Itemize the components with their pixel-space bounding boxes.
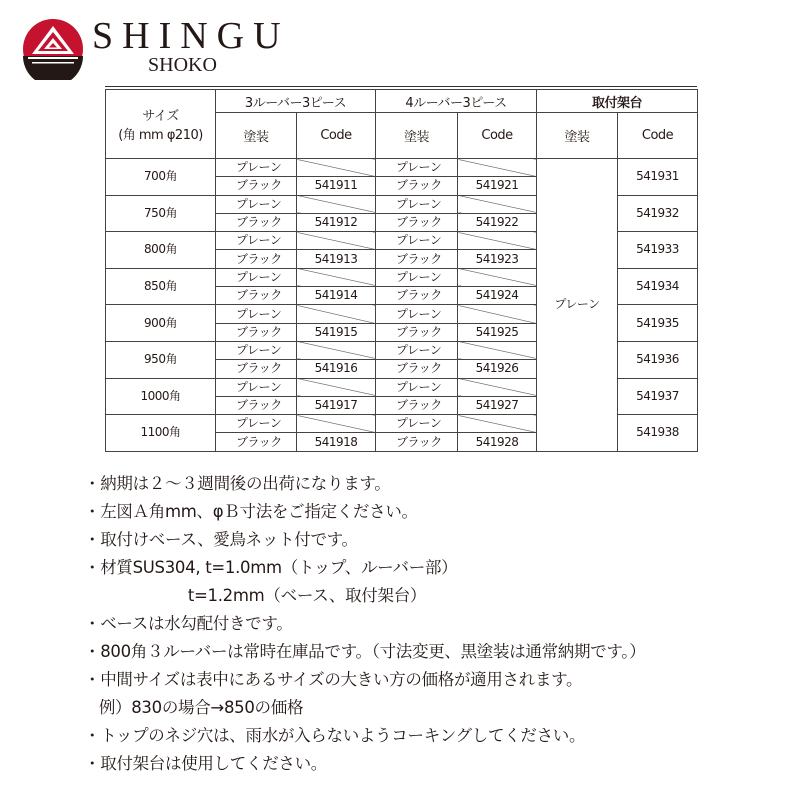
size-cell: 900角 xyxy=(106,305,216,342)
mount-code-cell: 541932 xyxy=(618,195,698,232)
paint-plain: プレーン xyxy=(376,305,458,323)
code-empty xyxy=(458,232,537,250)
note-item: ・納期は２～３週間後の出荷になります。 xyxy=(84,474,391,493)
code-empty xyxy=(297,415,376,433)
size-cell: 850角 xyxy=(106,268,216,305)
note-item: ・トップのネジ穴は、雨水が入らないようコーキングしてください。 xyxy=(84,726,586,745)
shingu-logo xyxy=(22,18,84,80)
code-4-louver: 541924 xyxy=(458,287,537,305)
code-empty xyxy=(297,232,376,250)
group-header-4-louver: 4ルーバー3ピース xyxy=(376,90,537,113)
paint-plain: プレーン xyxy=(376,341,458,359)
code-empty xyxy=(458,415,537,433)
paint-plain: プレーン xyxy=(376,378,458,396)
note-item: ・左図Ａ角mm、φＢ寸法をご指定ください。 xyxy=(84,502,418,521)
size-cell: 800角 xyxy=(106,232,216,269)
size-cell: 700角 xyxy=(106,159,216,196)
code-3-louver: 541916 xyxy=(297,360,376,378)
code-3-louver: 541917 xyxy=(297,396,376,414)
brand-sub: SHOKO xyxy=(148,54,217,76)
code-empty xyxy=(297,341,376,359)
code-3-louver: 541913 xyxy=(297,250,376,268)
code-empty xyxy=(297,195,376,213)
notes-list xyxy=(84,470,645,778)
paint-black: ブラック xyxy=(376,287,458,305)
code-3-louver: 541912 xyxy=(297,213,376,231)
paint-header: 塗装 xyxy=(376,113,458,159)
paint-black: ブラック xyxy=(376,433,458,451)
table-row xyxy=(106,159,698,177)
paint-black: ブラック xyxy=(216,360,297,378)
mount-code-cell: 541935 xyxy=(618,305,698,342)
paint-plain: プレーン xyxy=(216,268,297,286)
code-3-louver: 541914 xyxy=(297,287,376,305)
paint-plain: プレーン xyxy=(216,305,297,323)
code-empty xyxy=(458,159,537,177)
note-item: t=1.2mm（ベース、取付架台） xyxy=(84,586,427,605)
paint-plain: プレーン xyxy=(376,268,458,286)
note-item: ・材質SUS304, t=1.0mm（トップ、ルーバー部） xyxy=(84,558,458,577)
paint-black: ブラック xyxy=(216,213,297,231)
code-empty xyxy=(458,341,537,359)
mount-code-cell: 541933 xyxy=(618,232,698,269)
code-empty xyxy=(458,195,537,213)
size-cell: 750角 xyxy=(106,195,216,232)
mount-code-cell: 541936 xyxy=(618,341,698,378)
paint-black: ブラック xyxy=(216,287,297,305)
paint-black: ブラック xyxy=(376,177,458,195)
code-header: Code xyxy=(458,113,537,159)
code-3-louver: 541918 xyxy=(297,433,376,451)
paint-plain: プレーン xyxy=(216,415,297,433)
paint-plain: プレーン xyxy=(376,232,458,250)
paint-header: 塗装 xyxy=(216,113,297,159)
code-4-louver: 541928 xyxy=(458,433,537,451)
mount-code-cell: 541938 xyxy=(618,415,698,452)
mount-code-cell: 541934 xyxy=(618,268,698,305)
note-item: ・800角３ルーバーは常時在庫品です。（寸法変更、黒塗装は通常納期です。） xyxy=(84,642,646,661)
paint-plain: プレーン xyxy=(216,341,297,359)
paint-plain: プレーン xyxy=(216,378,297,396)
mount-paint-cell: プレーン xyxy=(537,159,618,452)
paint-black: ブラック xyxy=(376,213,458,231)
product-table xyxy=(105,89,698,452)
mount-code-cell: 541937 xyxy=(618,378,698,415)
code-3-louver: 541915 xyxy=(297,323,376,341)
table-body xyxy=(106,159,698,452)
code-4-louver: 541925 xyxy=(458,323,537,341)
paint-plain: プレーン xyxy=(376,195,458,213)
paint-plain: プレーン xyxy=(376,159,458,177)
code-header: Code xyxy=(297,113,376,159)
code-4-louver: 541921 xyxy=(458,177,537,195)
paint-black: ブラック xyxy=(216,250,297,268)
paint-plain: プレーン xyxy=(216,195,297,213)
group-header-3-louver: 3ルーバー3ピース xyxy=(216,90,376,113)
code-empty xyxy=(458,378,537,396)
paint-black: ブラック xyxy=(216,177,297,195)
size-cell: 1000角 xyxy=(106,378,216,415)
code-empty xyxy=(458,305,537,323)
size-cell: 1100角 xyxy=(106,415,216,452)
code-4-louver: 541922 xyxy=(458,213,537,231)
paint-black: ブラック xyxy=(376,396,458,414)
code-4-louver: 541927 xyxy=(458,396,537,414)
note-item: ・取付けベース、愛鳥ネット付です。 xyxy=(84,530,358,549)
code-3-louver: 541911 xyxy=(297,177,376,195)
code-empty xyxy=(297,378,376,396)
note-item: ・ベースは水勾配付きです。 xyxy=(84,614,293,633)
code-empty xyxy=(297,305,376,323)
paint-black: ブラック xyxy=(216,323,297,341)
paint-plain: プレーン xyxy=(376,415,458,433)
size-cell: 950角 xyxy=(106,341,216,378)
paint-plain: プレーン xyxy=(216,232,297,250)
paint-plain: プレーン xyxy=(216,159,297,177)
note-item: ・中間サイズは表中にあるサイズの大きい方の価格が適用されます。 xyxy=(84,670,583,689)
paint-header: 塗装 xyxy=(537,113,618,159)
paint-black: ブラック xyxy=(376,360,458,378)
code-empty xyxy=(297,159,376,177)
paint-black: ブラック xyxy=(376,323,458,341)
group-header-mount: 取付架台 xyxy=(537,90,698,113)
paint-black: ブラック xyxy=(216,433,297,451)
code-4-louver: 541926 xyxy=(458,360,537,378)
code-empty xyxy=(297,268,376,286)
note-item: ・取付架台は使用してください。 xyxy=(84,754,328,773)
paint-black: ブラック xyxy=(216,396,297,414)
brand-name: SHINGU xyxy=(92,15,290,57)
divider xyxy=(105,86,697,87)
mount-code-cell: 541931 xyxy=(618,159,698,196)
code-4-louver: 541923 xyxy=(458,250,537,268)
code-empty xyxy=(458,268,537,286)
note-item: 例）830の場合→850の価格 xyxy=(84,698,304,717)
size-header: サイズ (角 mm φ210) xyxy=(106,90,216,159)
code-header: Code xyxy=(618,113,698,159)
paint-black: ブラック xyxy=(376,250,458,268)
